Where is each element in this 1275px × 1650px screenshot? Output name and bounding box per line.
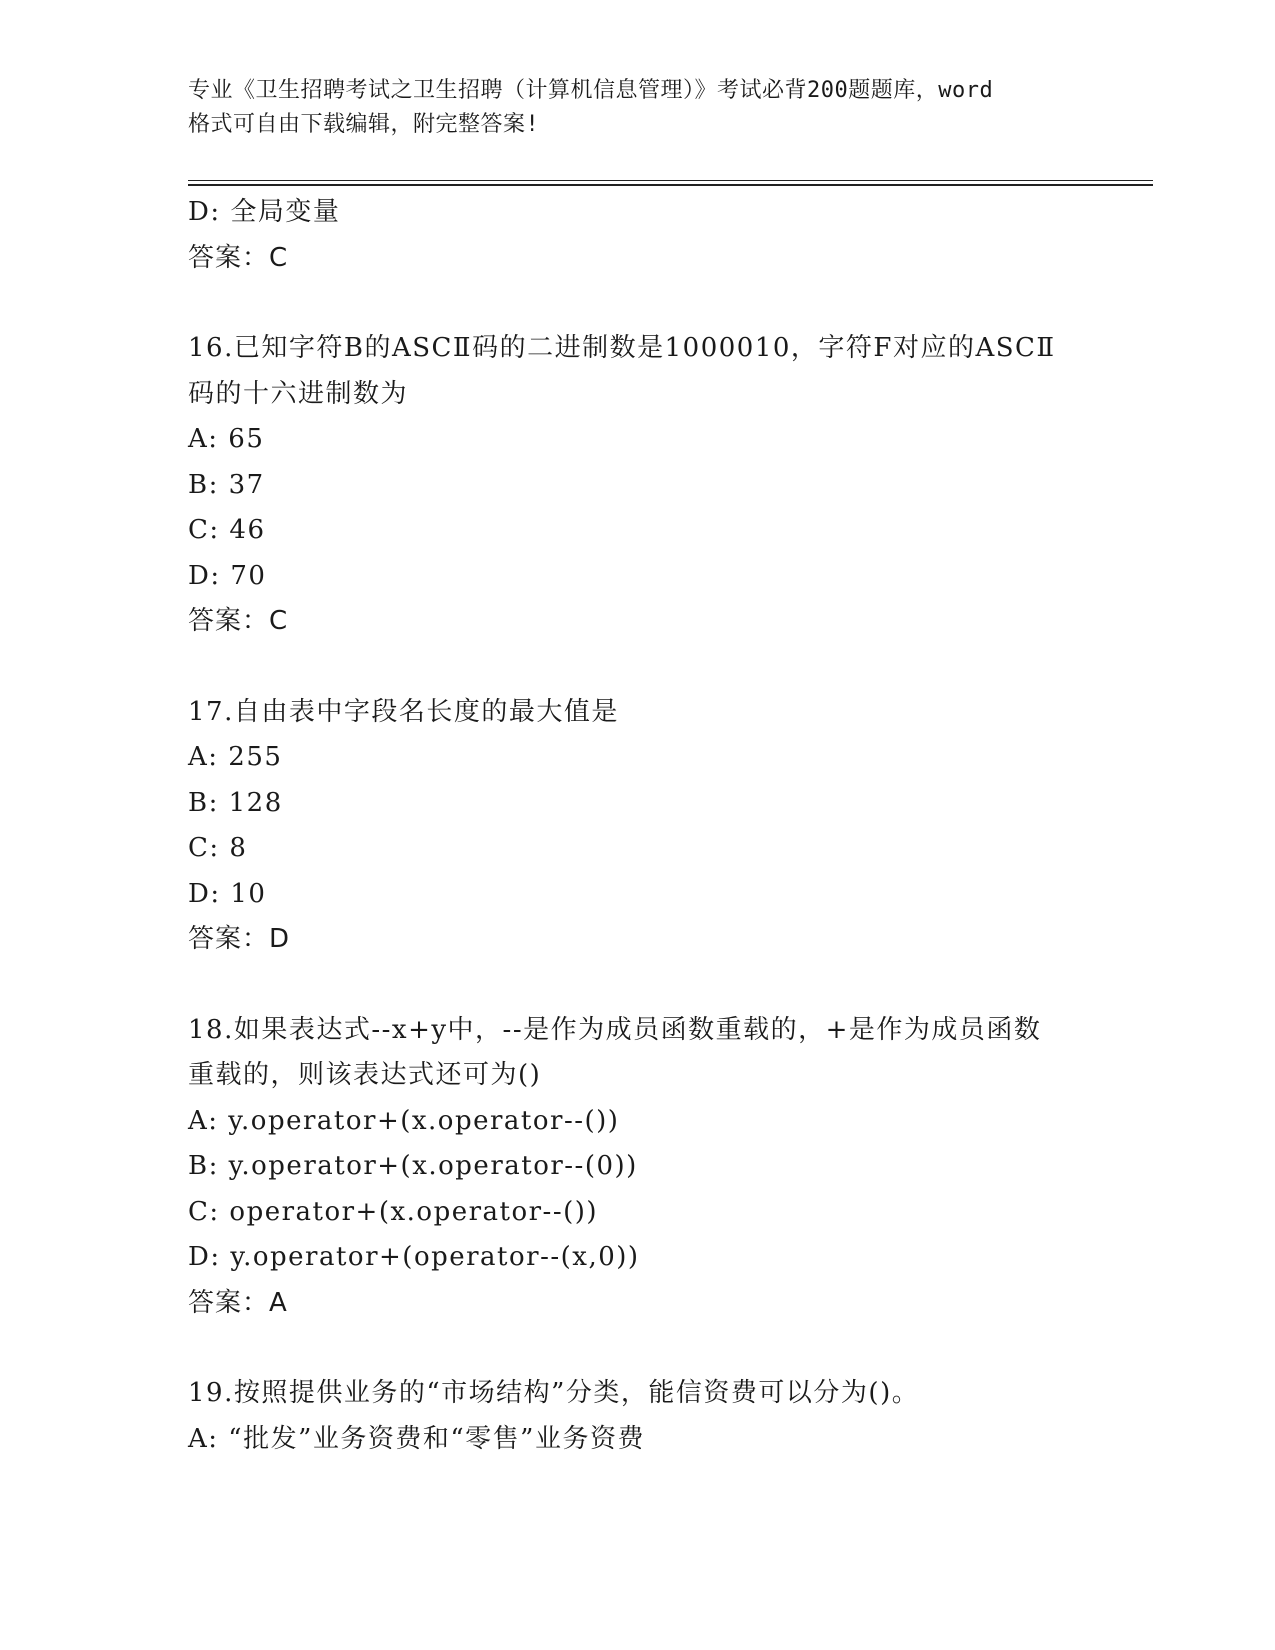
option-b: B: 37: [188, 469, 265, 500]
spacer: [188, 645, 1088, 690]
option-b: B: 128: [188, 787, 283, 818]
option-c: C: 8: [188, 833, 248, 863]
question-16: [188, 326, 1088, 645]
question-text: 17.自由表中字段名长度的最大值是: [188, 696, 619, 727]
option-d: D: 10: [188, 878, 267, 909]
question-15-tail: [188, 190, 1088, 281]
option-a: A: y.operator+(x.operator--()): [188, 1105, 620, 1136]
option-d: D: 70: [188, 560, 267, 591]
question-17: [188, 690, 1088, 963]
question-text: 18.如果表达式--x+y中，--是作为成员函数重载的，+是作为成员函数: [188, 1014, 1042, 1045]
spacer: [188, 963, 1088, 1008]
header-title-line-2: 格式可自由下载编辑，附完整答案!: [188, 112, 540, 137]
question-19: [188, 1371, 1088, 1462]
spacer: [188, 1326, 1088, 1371]
option-a: A: “批发”业务资费和“零售”业务资费: [188, 1423, 645, 1454]
question-text-cont: 码的十六进制数为: [188, 378, 409, 409]
question-list: [188, 190, 1088, 1462]
option-a: A: 65: [188, 424, 265, 454]
answer-line: 答案：A: [188, 1287, 288, 1318]
question-text: 16.已知字符B的ASCⅡ码的二进制数是1000010，字符F对应的ASCⅡ: [188, 333, 1056, 363]
header-title-line-1: 专业《卫生招聘考试之卫生招聘（计算机信息管理）》考试必背200题题库，word: [188, 78, 994, 103]
spacer: [188, 281, 1088, 326]
header-divider-thick: [188, 184, 1153, 186]
option-a: A: 255: [188, 742, 283, 772]
option-b: B: y.operator+(x.operator--(0)): [188, 1151, 638, 1181]
answer-line: 答案：C: [188, 606, 289, 636]
question-text: 19.按照提供业务的“市场结构”分类，能信资费可以分为()。: [188, 1378, 920, 1408]
header-divider-thin: [188, 180, 1153, 181]
option-c: C: 46: [188, 515, 266, 545]
question-text-cont: 重载的，则该表达式还可为(): [188, 1060, 542, 1090]
answer-line: 答案：C: [188, 242, 289, 273]
option-d: D: 全局变量: [188, 197, 341, 227]
option-c: C: operator+(x.operator--()): [188, 1196, 599, 1227]
document-header: [188, 74, 1088, 142]
option-d: D: y.operator+(operator--(x,0)): [188, 1242, 640, 1272]
answer-line: 答案：D: [188, 924, 291, 954]
question-18: [188, 1008, 1088, 1327]
